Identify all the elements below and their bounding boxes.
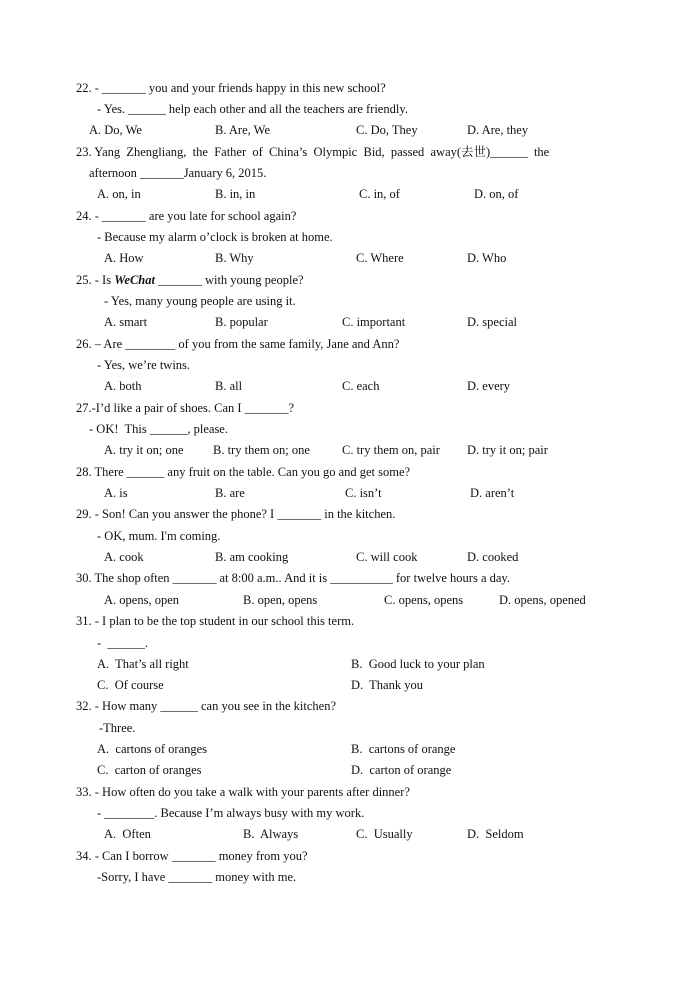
question-34-stem: 34. - Can I borrow _______ money from you? — [76, 849, 308, 863]
q33-option-a: A. Often — [104, 827, 151, 841]
q31-option-c: C. Of course — [97, 678, 164, 692]
q27-option-a: A. try it on; one — [104, 443, 184, 457]
q31-option-b: B. Good luck to your plan — [351, 657, 485, 671]
q28-option-d: D. aren’t — [470, 486, 515, 500]
q22-option-a: A. Do, We — [89, 123, 142, 137]
q22-option-c: C. Do, They — [356, 123, 418, 137]
wechat-term: WeChat — [114, 273, 155, 287]
q30-option-a: A. opens, open — [104, 593, 179, 607]
q30-option-c: C. opens, opens — [384, 593, 464, 607]
q33-option-b: B. Always — [243, 827, 299, 841]
question-31-stem: 31. - I plan to be the top student in our school this term. — [76, 614, 355, 628]
question-27-stem: 27.-I’d like a pair of shoes. Can I _______? — [76, 401, 294, 415]
q24-option-d: D. Who — [467, 251, 507, 265]
question-23-stem: 23. Yang Zhengliang, the Father of China’s Olympic Bid, passed away(去世)______ the — [76, 145, 550, 159]
q27-option-b: B. try them on; one — [213, 443, 310, 457]
q23-option-a: A. on, in — [97, 187, 141, 201]
question-22-stem: 22. - _______ you and your friends happy in this new school? — [76, 81, 386, 95]
question-33-stem: 33. - How often do you take a walk with your parents after dinner? — [76, 785, 410, 799]
q27-option-c: C. try them on, pair — [342, 443, 440, 457]
question-27-reply: - OK! This ______, please. — [89, 422, 228, 436]
q29-option-c: C. will cook — [356, 550, 418, 564]
question-29-stem: 29. - Son! Can you answer the phone? I _______ in the kitchen. — [76, 507, 396, 521]
question-24-reply: - Because my alarm o’clock is broken at home. — [97, 230, 333, 244]
question-29-reply: - OK, mum. I'm coming. — [97, 529, 221, 543]
question-30-stem: 30. The shop often _______ at 8:00 a.m.. And it is __________ for twelve hours a day. — [76, 571, 510, 585]
question-25-stem: 25. - Is WeChat _______ with young people? — [76, 273, 304, 287]
question-23-stem-cont: afternoon _______January 6, 2015. — [89, 166, 267, 180]
q29-option-d: D. cooked — [467, 550, 519, 564]
q27-option-d: D. try it on; pair — [467, 443, 548, 457]
q32-option-c: C. carton of oranges — [97, 763, 202, 777]
q25-option-a: A. smart — [104, 315, 148, 329]
q28-option-b: B. are — [215, 486, 245, 500]
question-25-reply: - Yes, many young people are using it. — [104, 294, 296, 308]
question-34-reply: -Sorry, I have _______ money with me. — [97, 870, 297, 884]
q28-option-a: A. is — [104, 486, 128, 500]
question-31-reply: - ______. — [97, 636, 149, 650]
question-26-stem: 26. – Are ________ of you from the same family, Jane and Ann? — [76, 337, 400, 351]
q32-option-d: D. carton of orange — [351, 763, 452, 777]
q22-option-b: B. Are, We — [215, 123, 271, 137]
q25-option-d: D. special — [467, 315, 517, 329]
q32-option-b: B. cartons of orange — [351, 742, 456, 756]
q31-option-a: A. That’s all right — [97, 657, 189, 671]
q24-option-c: C. Where — [356, 251, 404, 265]
question-24-stem: 24. - _______ are you late for school again? — [76, 209, 297, 223]
q31-option-d: D. Thank you — [351, 678, 423, 692]
question-33-reply: - ________. Because I’m always busy with my work. — [97, 806, 365, 820]
q25-option-b: B. popular — [215, 315, 268, 329]
q26-option-a: A. both — [104, 379, 142, 393]
question-26-reply: - Yes, we’re twins. — [97, 358, 191, 372]
q33-option-d: D. Seldom — [467, 827, 524, 841]
q24-option-b: B. Why — [215, 251, 254, 265]
q29-option-a: A. cook — [104, 550, 144, 564]
q32-option-a: A. cartons of oranges — [97, 742, 208, 756]
q23-option-b: B. in, in — [215, 187, 256, 201]
q23-option-c: C. in, of — [359, 187, 400, 201]
q22-option-d: D. Are, they — [467, 123, 529, 137]
q28-option-c: C. isn’t — [345, 486, 382, 500]
question-32-stem: 32. - How many ______ can you see in the kitchen? — [76, 699, 337, 713]
question-28-stem: 28. There ______ any fruit on the table. Can you go and get some? — [76, 465, 411, 479]
q26-option-d: D. every — [467, 379, 511, 393]
q23-option-d: D. on, of — [474, 187, 519, 201]
q26-option-c: C. each — [342, 379, 380, 393]
q24-option-a: A. How — [104, 251, 144, 265]
q25-option-c: C. important — [342, 315, 406, 329]
q33-option-c: C. Usually — [356, 827, 413, 841]
q29-option-b: B. am cooking — [215, 550, 289, 564]
q30-option-b: B. open, opens — [243, 593, 318, 607]
question-32-reply: -Three. — [99, 721, 136, 735]
q30-option-d: D. opens, opened — [499, 593, 586, 607]
question-22-reply: - Yes. ______ help each other and all the teachers are friendly. — [97, 102, 408, 116]
q26-option-b: B. all — [215, 379, 243, 393]
